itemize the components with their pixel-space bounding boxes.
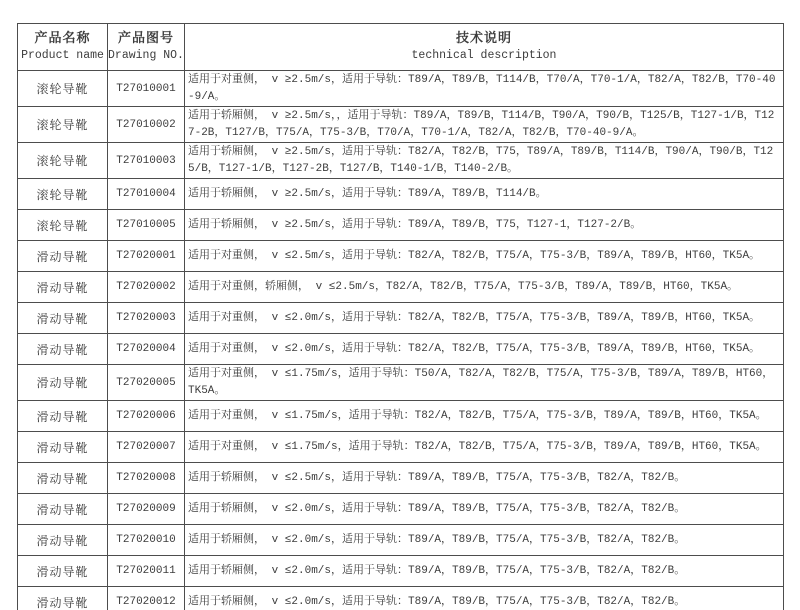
product-name-cell: 滑动导靴 [18, 556, 108, 587]
product-name-cell: 滑动导靴 [18, 365, 108, 401]
product-name-cell: 滚轮导靴 [18, 179, 108, 210]
table-row [18, 107, 784, 143]
header-technical-description [185, 24, 784, 71]
table-body [18, 71, 784, 610]
technical-description-cell: 适用于对重侧， v ≤2.0m/s，适用于导轨：T82/A，T82/B，T75/A，T75-3/B，T89/A，T89/B，HT60，TK5A。 [185, 334, 784, 365]
product-name-cell: 滑动导靴 [18, 401, 108, 432]
table-row [18, 241, 784, 272]
drawing-no-cell: T27020002 [108, 272, 185, 303]
drawing-no-cell: T27020009 [108, 494, 185, 525]
product-name-cell: 滑动导靴 [18, 525, 108, 556]
product-name-cell: 滑动导靴 [18, 587, 108, 610]
table-row [18, 556, 784, 587]
table-row [18, 272, 784, 303]
product-name-cell: 滚轮导靴 [18, 143, 108, 179]
drawing-no-cell: T27020008 [108, 463, 185, 494]
technical-description-cell: 适用于轿厢侧， v ≥2.5m/s，适用于导轨：T82/A，T82/B，T75，T89/A，T89/B，T114/B，T90/A，T90/B，T125/B，T127-1/B，T127-2B，T127/B，T140-1/B，T140-2/B。 [185, 143, 784, 179]
table-row [18, 303, 784, 334]
header-technical-description-zh: 技术说明 [455, 31, 512, 47]
technical-description-cell: 适用于轿厢侧， v ≤2.0m/s，适用于导轨：T89/A，T89/B，T75/A，T75-3/B，T82/A，T82/B。 [185, 494, 784, 525]
table-row [18, 334, 784, 365]
product-name-cell: 滚轮导靴 [18, 107, 108, 143]
header-technical-description-en: technical description [411, 49, 557, 63]
drawing-no-cell: T27010004 [108, 179, 185, 210]
technical-description-cell: 适用于对重侧，轿厢侧， v ≤2.5m/s，T82/A，T82/B，T75/A，T75-3/B，T89/A，T89/B，HT60，TK5A。 [185, 272, 784, 303]
drawing-no-cell: T27010005 [108, 210, 185, 241]
table-row [18, 210, 784, 241]
product-name-cell: 滚轮导靴 [18, 71, 108, 107]
table-row [18, 365, 784, 401]
drawing-no-cell: T27020004 [108, 334, 185, 365]
table-row [18, 494, 784, 525]
product-name-cell: 滑动导靴 [18, 241, 108, 272]
table-row [18, 463, 784, 494]
technical-description-cell: 适用于轿厢侧， v ≤2.0m/s，适用于导轨：T89/A，T89/B，T75/A，T75-3/B，T82/A，T82/B。 [185, 556, 784, 587]
product-name-cell: 滑动导靴 [18, 432, 108, 463]
header-drawing-no-zh: 产品图号 [117, 31, 174, 47]
product-name-cell: 滑动导靴 [18, 272, 108, 303]
drawing-no-cell: T27020010 [108, 525, 185, 556]
drawing-no-cell: T27020001 [108, 241, 185, 272]
drawing-no-cell: T27020006 [108, 401, 185, 432]
table-row [18, 525, 784, 556]
technical-description-cell: 适用于对重侧， v ≤1.75m/s，适用于导轨：T50/A，T82/A，T82/B，T75/A，T75-3/B，T89/A，T89/B，HT60，TK5A。 [185, 365, 784, 401]
drawing-no-cell: T27020003 [108, 303, 185, 334]
technical-description-cell: 适用于对重侧， v ≤2.0m/s，适用于导轨：T82/A，T82/B，T75/A，T75-3/B，T89/A，T89/B，HT60，TK5A。 [185, 303, 784, 334]
technical-description-cell: 适用于对重侧， v ≤1.75m/s，适用于导轨：T82/A，T82/B，T75/A，T75-3/B，T89/A，T89/B，HT60，TK5A。 [185, 401, 784, 432]
technical-description-cell: 适用于对重侧， v ≤2.5m/s，适用于导轨：T82/A，T82/B，T75/A，T75-3/B，T89/A，T89/B，HT60，TK5A。 [185, 241, 784, 272]
table-header [18, 24, 784, 71]
technical-description-cell: 适用于对重侧， v ≤1.75m/s，适用于导轨：T82/A，T82/B，T75/A，T75-3/B，T89/A，T89/B，HT60，TK5A。 [185, 432, 784, 463]
table-row [18, 143, 784, 179]
technical-description-cell: 适用于轿厢侧， v ≥2.5m/s，适用于导轨：T89/A，T89/B，T114/B。 [185, 179, 784, 210]
header-product-name-en: Product name [21, 49, 104, 63]
drawing-no-cell: T27020007 [108, 432, 185, 463]
table-row [18, 401, 784, 432]
table-row [18, 71, 784, 107]
header-product-name [18, 24, 108, 71]
drawing-no-cell: T27020011 [108, 556, 185, 587]
product-name-cell: 滑动导靴 [18, 463, 108, 494]
drawing-no-cell: T27020005 [108, 365, 185, 401]
header-drawing-no [108, 24, 185, 71]
product-name-cell: 滚轮导靴 [18, 210, 108, 241]
header-drawing-no-en: Drawing NO. [108, 49, 184, 63]
technical-description-cell: 适用于轿厢侧， v ≤2.0m/s，适用于导轨：T89/A，T89/B，T75/A，T75-3/B，T82/A，T82/B。 [185, 587, 784, 610]
drawing-no-cell: T27020012 [108, 587, 185, 610]
table-row [18, 432, 784, 463]
drawing-no-cell: T27010003 [108, 143, 185, 179]
product-name-cell: 滑动导靴 [18, 334, 108, 365]
technical-description-cell: 适用于轿厢侧， v ≥2.5m/s，适用于导轨：T89/A，T89/B，T75，T127-1，T127-2/B。 [185, 210, 784, 241]
technical-description-cell: 适用于轿厢侧， v ≤2.0m/s，适用于导轨：T89/A，T89/B，T75/A，T75-3/B，T82/A，T82/B。 [185, 525, 784, 556]
table-row [18, 587, 784, 610]
header-product-name-zh: 产品名称 [34, 31, 91, 47]
technical-description-cell: 适用于轿厢侧， v ≤2.5m/s，适用于导轨：T89/A，T89/B，T75/A，T75-3/B，T82/A，T82/B。 [185, 463, 784, 494]
product-name-cell: 滑动导靴 [18, 303, 108, 334]
technical-description-cell: 适用于对重侧， v ≥2.5m/s，适用于导轨：T89/A，T89/B，T114/B，T70/A，T70-1/A，T82/A，T82/B，T70-40-9/A。 [185, 71, 784, 107]
header-row [18, 24, 784, 71]
document-page [0, 23, 800, 610]
drawing-no-cell: T27010001 [108, 71, 185, 107]
drawing-no-cell: T27010002 [108, 107, 185, 143]
product-name-cell: 滑动导靴 [18, 494, 108, 525]
product-spec-table [17, 23, 784, 610]
technical-description-cell: 适用于轿厢侧， v ≥2.5m/s，，适用于导轨：T89/A，T89/B，T114/B，T90/A，T90/B，T125/B，T127-1/B，T127-2B，T127/B，T75/A，T75-3/B，T70/A，T70-1/A，T82/A，T82/B，T70-40-9/A。 [185, 107, 784, 143]
table-row [18, 179, 784, 210]
